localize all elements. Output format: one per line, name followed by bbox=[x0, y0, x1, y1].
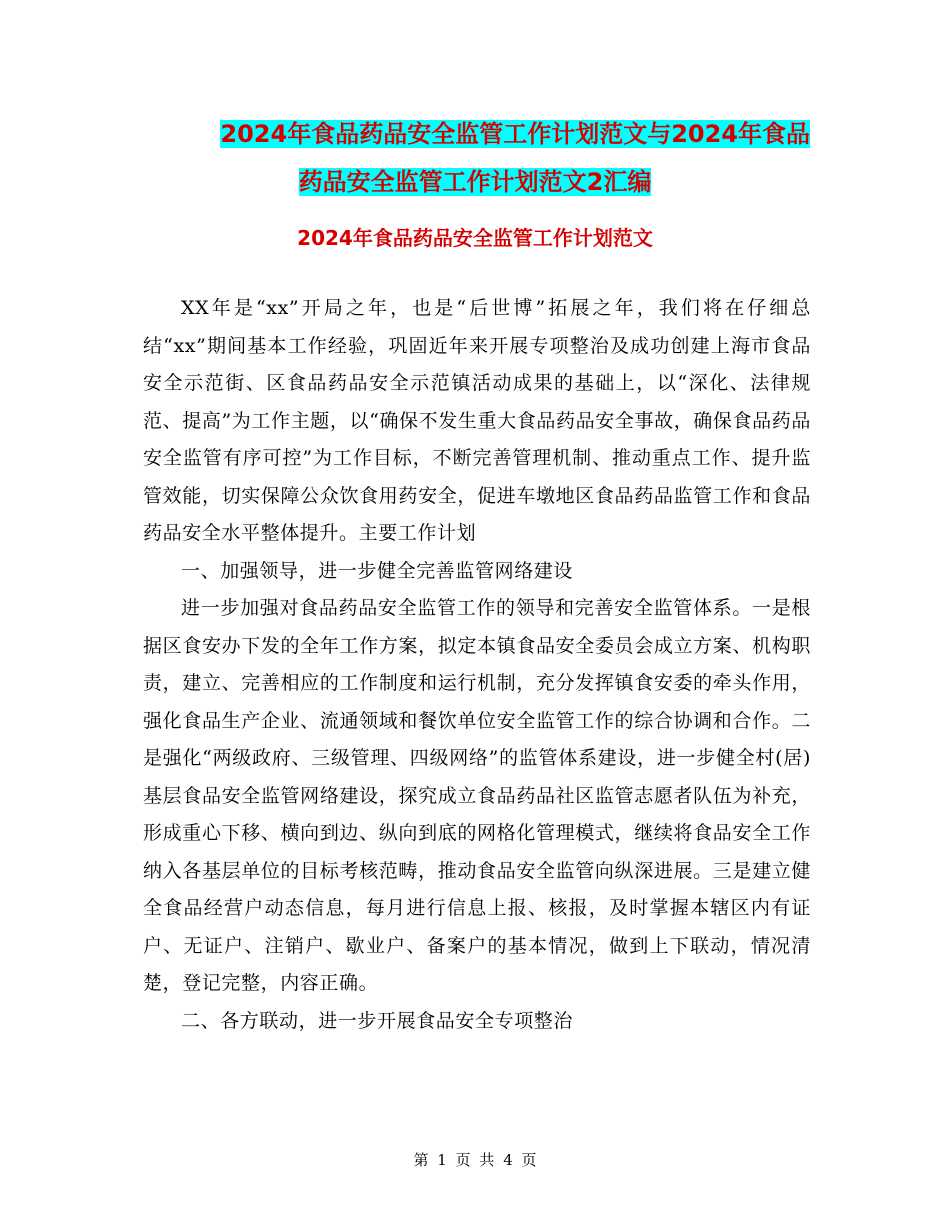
footer-page-word: 页 bbox=[455, 1151, 471, 1169]
footer-suffix: 页 bbox=[521, 1151, 537, 1169]
paragraph-heading-2: 二、各方联动，进一步开展食品安全专项整治 bbox=[181, 1009, 574, 1032]
paragraph-section-1: 进一步加强对食品药品安全监管工作的领导和完善安全监管体系。一是根据区食安办下发的全年工作方案，拟定本镇食品安全委员会成立方案、机构职责，建立、完善相应的工作制度和运行机制，充分发挥镇食安委的牵头作用，强化食品生产企业、流通领域和餐饮单位安全监管工作的综合协调和合作。二是强化“两级政府、三级管理、四级网络”的监管体系建设，进一步健全村(居)基层食品安全监管网络建设，探究成立食品药品社区监管志愿者队伍为补充，形成重心下移、横向到边、纵向到底的网格化管理模式，继续将食品安全工作纳入各基层单位的目标考核范畴，推动食品安全监管向纵深进展。三是建立健全食品经营户动态信息，每月进行信息上报、核报，及时掌握本辖区内有证户、无证户、注销户、歇业户、备案户的基本情况，做到上下联动，情况清楚，登记完整，内容正确。 bbox=[143, 597, 811, 994]
paragraph-intro: XX年是“xx”开局之年，也是“后世博”拓展之年，我们将在仔细总结“xx”期间基本工作经验，巩固近年来开展专项整治及成功创建上海市食品安全示范街、区食品药品安全示范镇活动成果的基础上，以“深化、法律规范、提高”为工作主题，以“确保不发生重大食品药品安全事故，确保食品药品安全监管有序可控”为工作目标，不断完善管理机制、推动重点工作、提升监管效能，切实保障公众饮食用药安全，促进车墩地区食品药品监管工作和食品药品安全水平整体提升。主要工作计划 bbox=[143, 297, 811, 544]
section-heading: 2024年食品药品安全监管工作计划范文 bbox=[297, 226, 653, 250]
title-line-2: 药品安全监管工作计划范文2汇编 bbox=[298, 168, 652, 196]
paragraph-heading-1: 一、加强领导，进一步健全完善监管网络建设 bbox=[181, 559, 574, 582]
document-body bbox=[143, 290, 811, 1040]
document-title bbox=[140, 110, 810, 206]
footer-prefix: 第 bbox=[413, 1151, 429, 1169]
title-line-1: 2024年食品药品安全监管工作计划范文与2024年食品 bbox=[220, 120, 810, 148]
footer-total-prefix: 共 bbox=[479, 1151, 495, 1169]
page-footer bbox=[0, 1150, 950, 1170]
footer-current-page: 1 bbox=[437, 1151, 447, 1169]
footer-total-pages: 4 bbox=[503, 1151, 513, 1169]
